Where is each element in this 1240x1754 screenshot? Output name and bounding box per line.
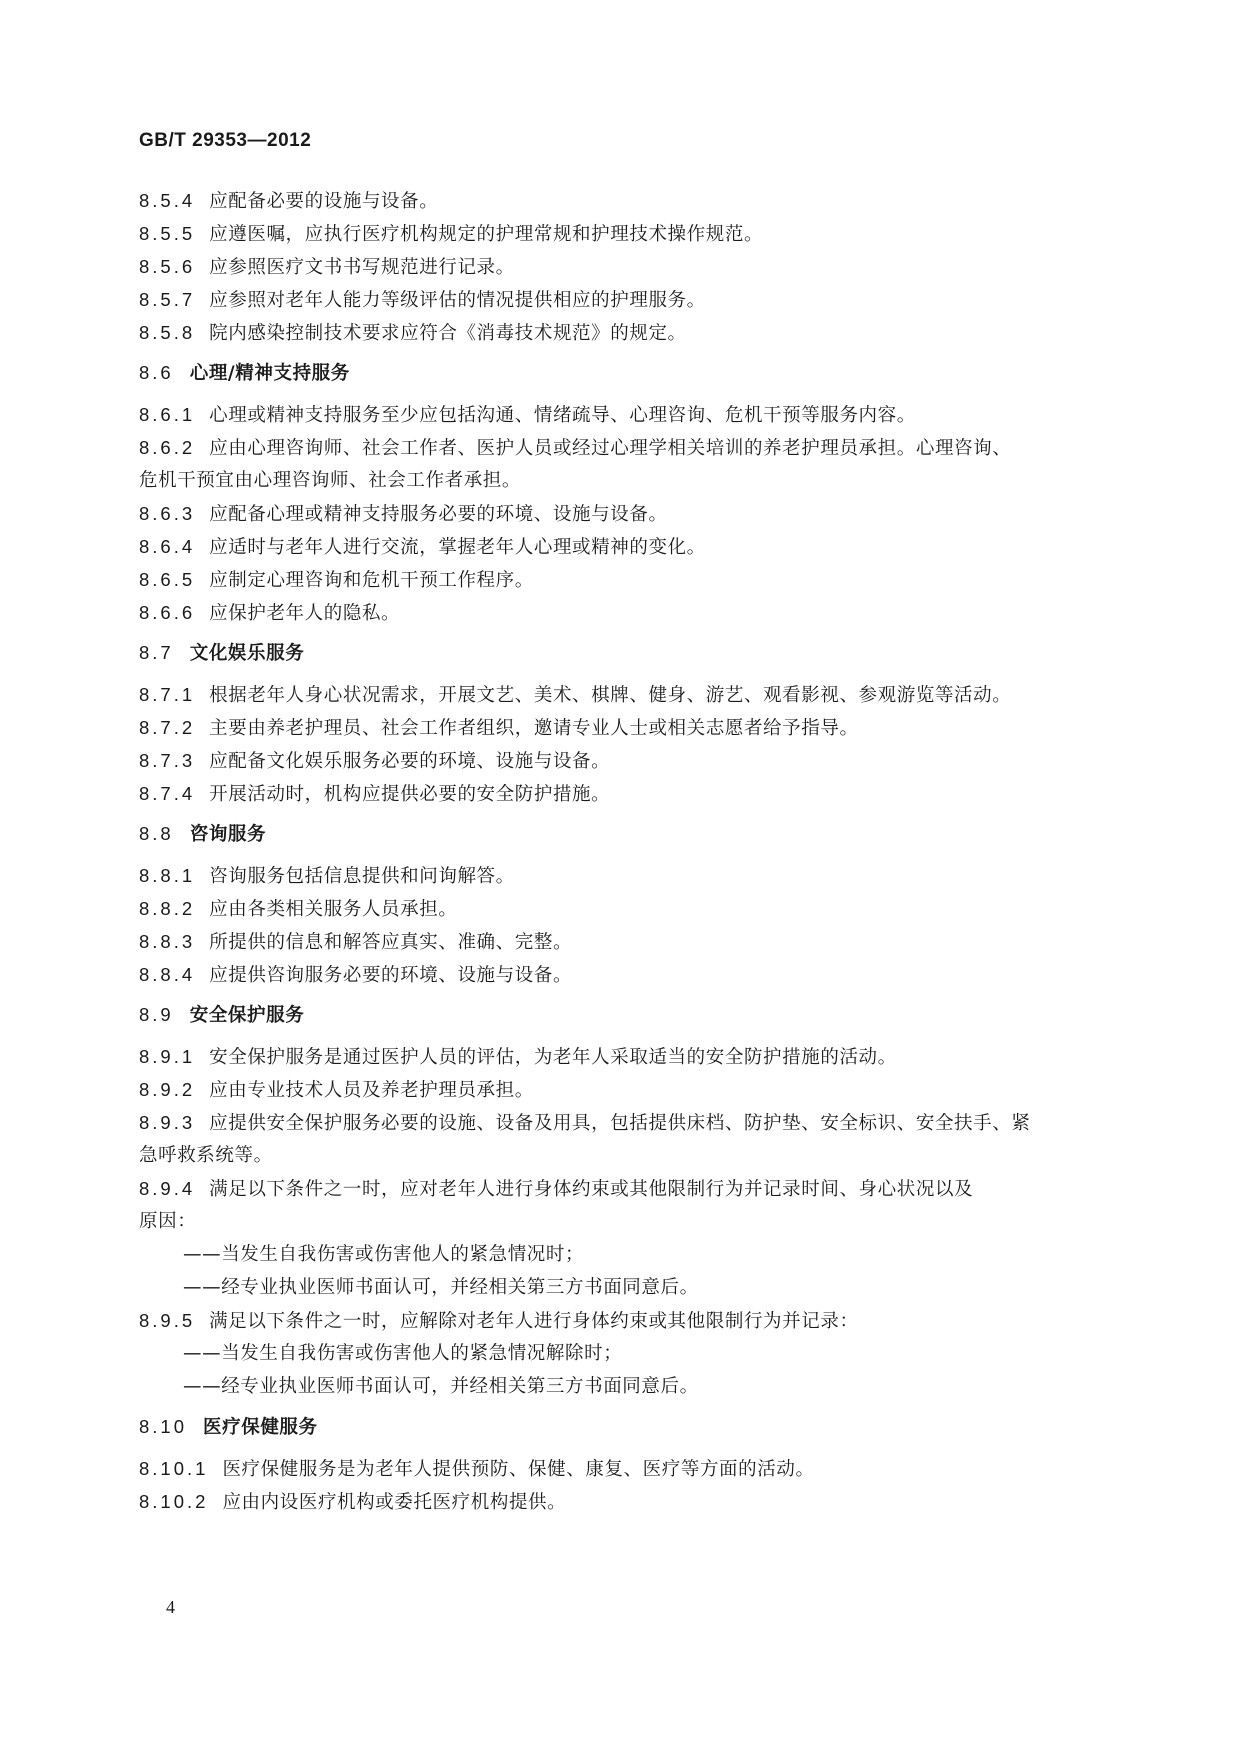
clause: 8.9.3 应提供安全保护服务必要的设施、设备及用具，包括提供床档、防护垫、安全标识、安全扶手、紧 [139, 1112, 1031, 1134]
standard-code: GB/T 29353—2012 [139, 130, 312, 151]
clause: 8.5.8 院内感染控制技术要求应符合《消毒技术规范》的规定。 [139, 322, 687, 344]
section-heading-8-6: 8.6 心理/精神支持服务 [139, 362, 350, 384]
section-heading-8-8: 8.8 咨询服务 [139, 823, 267, 845]
clause: 8.6.4 应适时与老年人进行交流，掌握老年人心理或精神的变化。 [139, 536, 706, 558]
section-heading-8-10: 8.10 医疗保健服务 [139, 1416, 318, 1438]
page-number: 4 [166, 1597, 175, 1617]
clause: 8.7.1 根据老年人身心状况需求，开展文艺、美术、棋牌、健身、游艺、观看影视、参观游览等活动。 [139, 684, 1012, 706]
clauses-8-5 [139, 184, 1101, 349]
clause: 8.6.6 应保护老年人的隐私。 [139, 602, 401, 624]
clause: 8.8.3 所提供的信息和解答应真实、准确、完整。 [139, 931, 573, 953]
dash-list-item: ——经专业执业医师书面认可，并经相关第三方书面同意后。 [183, 1277, 699, 1298]
clause: 8.9.4 满足以下条件之一时，应对老年人进行身体约束或其他限制行为并记录时间、身心状况以及 [139, 1178, 974, 1200]
clause: 8.10.2 应由内设医疗机构或委托医疗机构提供。 [139, 1491, 567, 1513]
section-heading-8-7: 8.7 文化娱乐服务 [139, 642, 305, 664]
section-heading-8-9: 8.9 安全保护服务 [139, 1004, 305, 1026]
clause: 8.7.2 主要由养老护理员、社会工作者组织，邀请专业人士或相关志愿者给予指导。 [139, 717, 859, 739]
clause: 8.6.1 心理或精神支持服务至少应包括沟通、情绪疏导、心理咨询、危机干预等服务内容。 [139, 404, 916, 426]
clause: 8.7.3 应配备文化娱乐服务必要的环境、设施与设备。 [139, 750, 611, 772]
clause: 8.6.3 应配备心理或精神支持服务必要的环境、设施与设备。 [139, 503, 668, 525]
clause-continuation: 原因： [139, 1211, 197, 1232]
clause: 8.7.4 开展活动时，机构应提供必要的安全防护措施。 [139, 783, 611, 805]
clause: 8.5.5 应遵医嘱，应执行医疗机构规定的护理常规和护理技术操作规范。 [139, 223, 764, 245]
dash-list-item: ——经专业执业医师书面认可，并经相关第三方书面同意后。 [183, 1376, 699, 1397]
dash-list-item: ——当发生自我伤害或伤害他人的紧急情况解除时； [183, 1343, 623, 1364]
clause: 8.5.6 应参照医疗文书书写规范进行记录。 [139, 256, 515, 278]
clause: 8.10.1 医疗保健服务是为老年人提供预防、保健、康复、医疗等方面的活动。 [139, 1458, 815, 1480]
document-body [139, 184, 1101, 1518]
clause: 8.8.4 应提供咨询服务必要的环境、设施与设备。 [139, 964, 573, 986]
clause: 8.8.2 应由各类相关服务人员承担。 [139, 898, 458, 920]
clause: 8.8.1 咨询服务包括信息提供和问询解答。 [139, 865, 515, 887]
dash-list-item: ——当发生自我伤害或伤害他人的紧急情况时； [183, 1244, 585, 1265]
clause-continuation: 急呼救系统等。 [139, 1145, 273, 1166]
clause: 8.9.5 满足以下条件之一时，应解除对老年人进行身体约束或其他限制行为并记录： [139, 1310, 859, 1332]
clause: 8.6.2 应由心理咨询师、社会工作者、医护人员或经过心理学相关培训的养老护理员承担。心理咨询、 [139, 437, 1012, 459]
clause: 8.5.4 应配备必要的设施与设备。 [139, 190, 439, 212]
clause: 8.9.2 应由专业技术人员及养老护理员承担。 [139, 1079, 534, 1101]
clause: 8.5.7 应参照对老年人能力等级评估的情况提供相应的护理服务。 [139, 289, 706, 311]
clause: 8.6.5 应制定心理咨询和危机干预工作程序。 [139, 569, 534, 591]
clause: 8.9.1 安全保护服务是通过医护人员的评估，为老年人采取适当的安全防护措施的活动。 [139, 1046, 897, 1068]
clause-continuation: 危机干预宜由心理咨询师、社会工作者承担。 [139, 470, 522, 491]
